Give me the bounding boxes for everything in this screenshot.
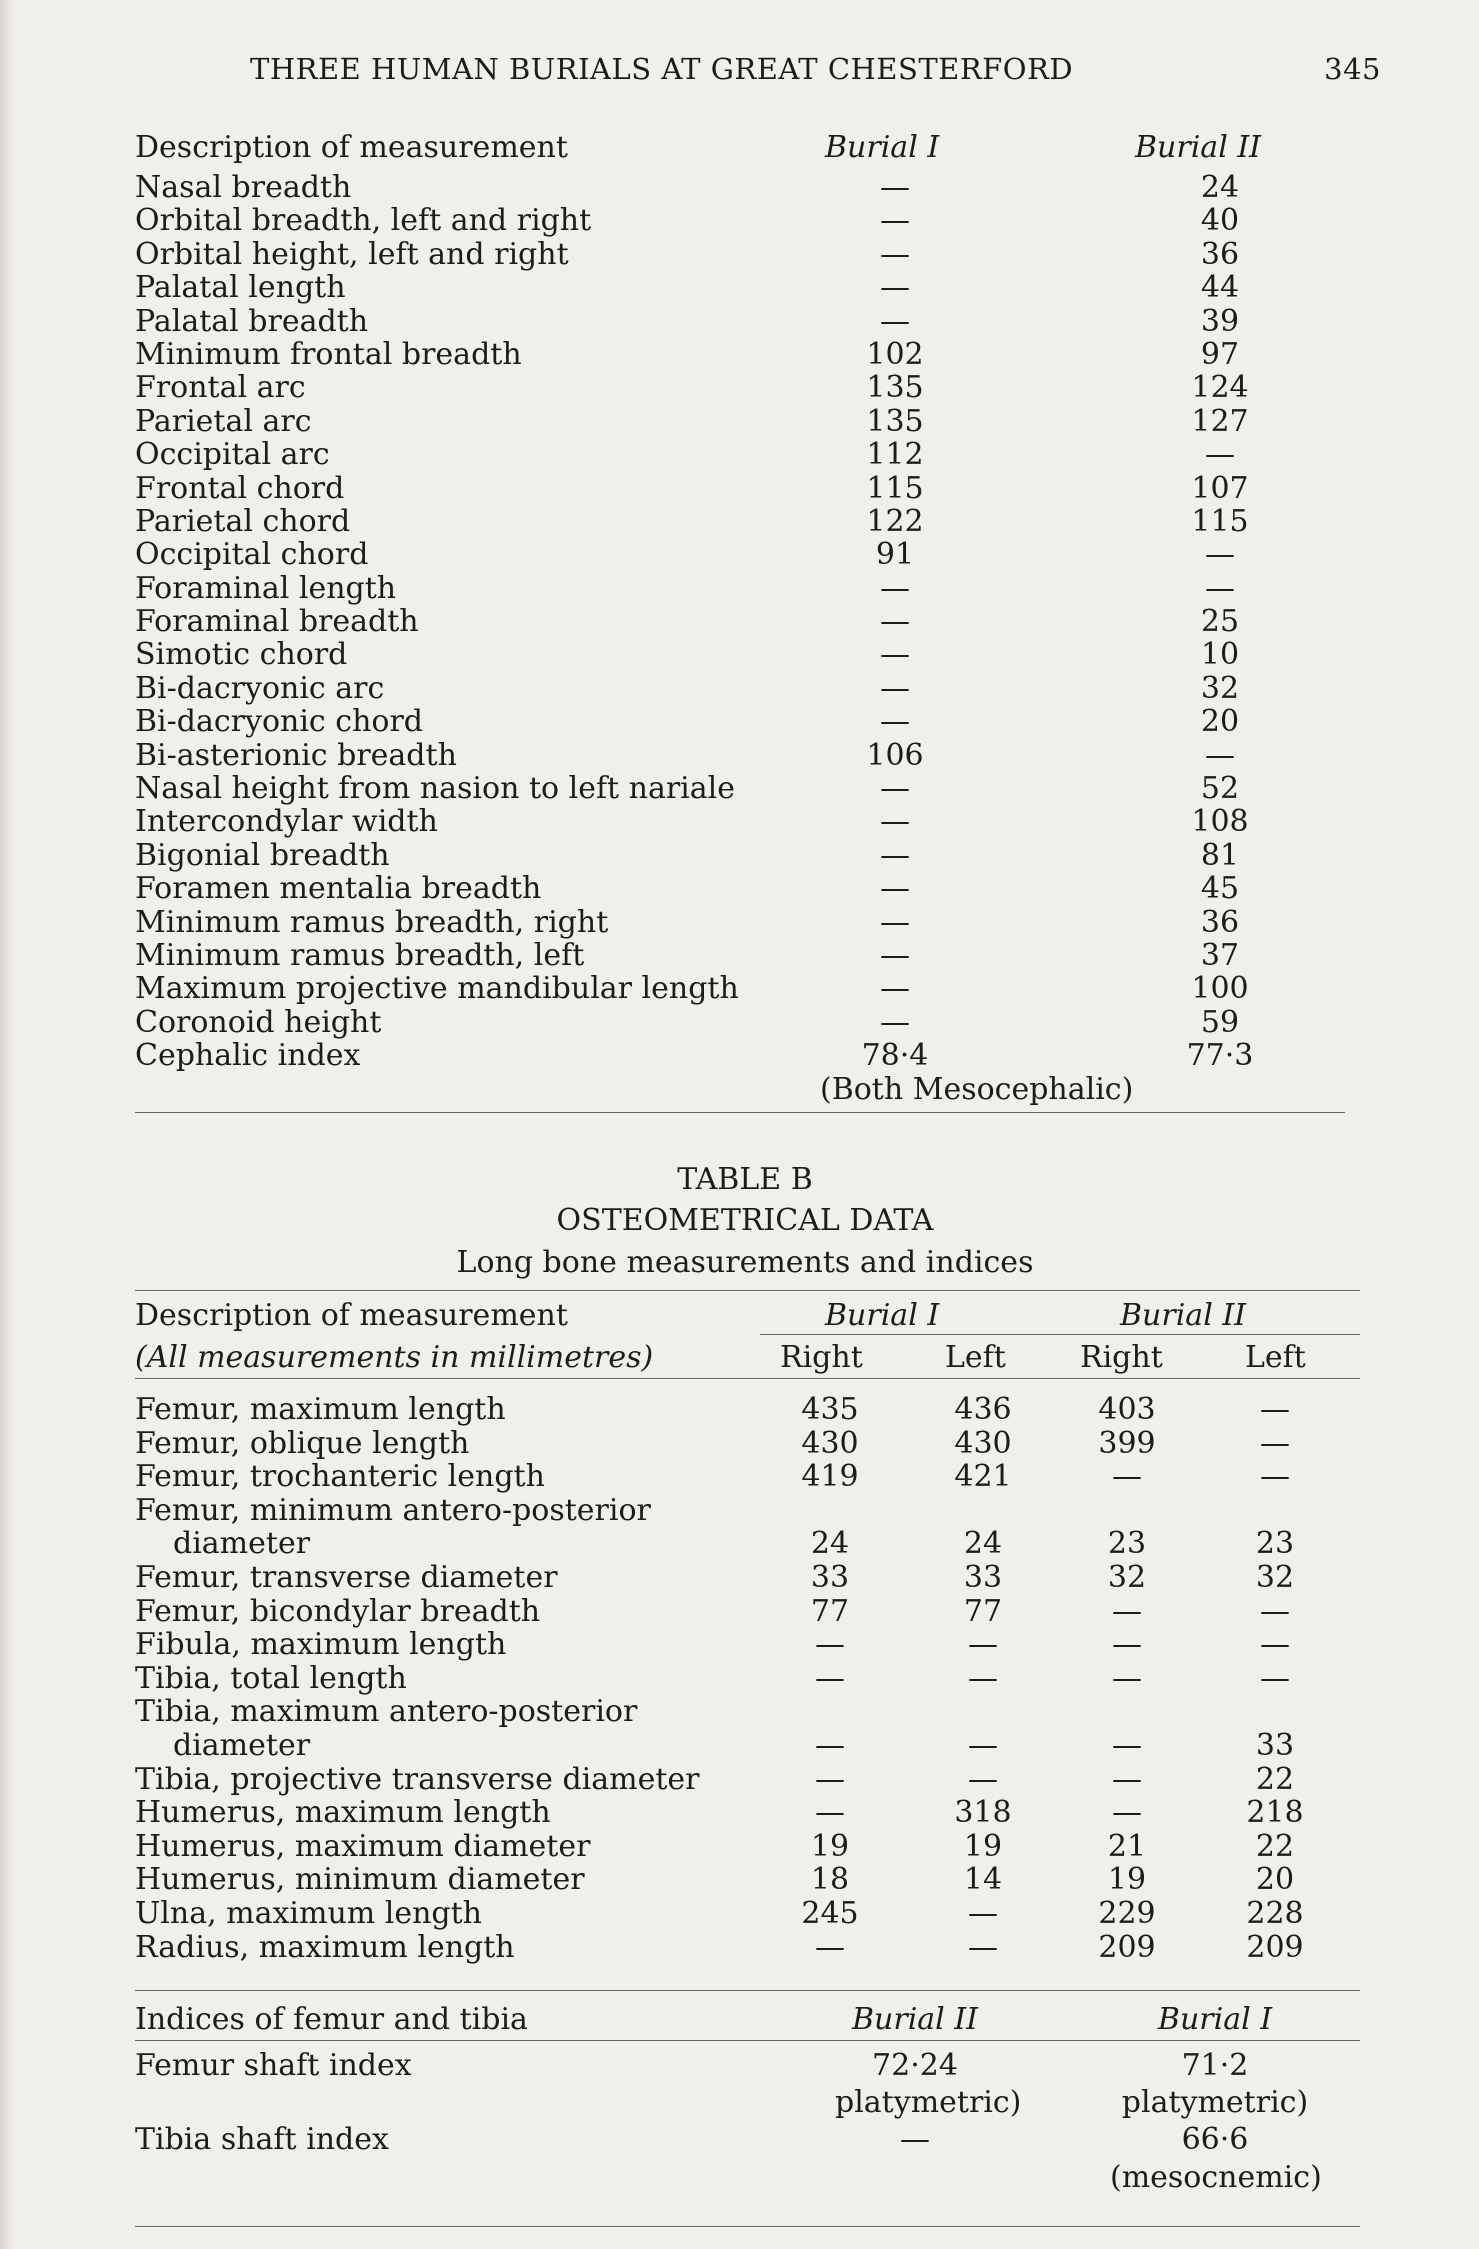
measurement-label: Orbital breadth, left and right bbox=[135, 203, 592, 239]
table-row bbox=[135, 1694, 1365, 1728]
table-row bbox=[135, 1526, 1365, 1560]
burial-2-value: — bbox=[1205, 737, 1235, 773]
table-row bbox=[135, 671, 1295, 704]
burial-2-value: 59 bbox=[1200, 1004, 1240, 1040]
burial-1-value: — bbox=[880, 904, 910, 940]
indices-burial-2: platymetric) bbox=[835, 2085, 1022, 2120]
table-row bbox=[135, 571, 1295, 604]
measurement-label: Intercondylar width bbox=[135, 804, 438, 840]
burial-1-left: 318 bbox=[954, 1795, 1012, 1831]
burial-2-value: 10 bbox=[1200, 637, 1240, 673]
table-b-caption: TABLE B bbox=[677, 1162, 813, 1197]
table-row bbox=[135, 203, 1295, 239]
measurement-label: Humerus, maximum diameter bbox=[135, 1828, 591, 1864]
column-header-burial-2: Burial II bbox=[1120, 1298, 1247, 1333]
burial-2-value: 44 bbox=[1200, 270, 1240, 306]
burial-2-right: — bbox=[1112, 1660, 1142, 1696]
burial-2-value: 37 bbox=[1200, 937, 1240, 973]
burial-2-value: 45 bbox=[1200, 871, 1240, 907]
burial-1-left: 33 bbox=[963, 1559, 1003, 1595]
burial-1-value: — bbox=[880, 604, 910, 640]
burial-1-value: 135 bbox=[866, 370, 924, 406]
measurement-label: Parietal chord bbox=[135, 503, 351, 539]
burial-2-value: 124 bbox=[1191, 370, 1249, 406]
burial-2-value: 25 bbox=[1200, 604, 1240, 640]
table-row bbox=[135, 871, 1295, 907]
table-row bbox=[135, 1459, 1365, 1493]
table-row bbox=[135, 637, 1295, 673]
measurement-label: Simotic chord bbox=[135, 637, 348, 673]
burial-2-value: 32 bbox=[1200, 670, 1240, 706]
table-row bbox=[135, 1493, 1365, 1527]
measurement-label: Nasal breadth bbox=[135, 170, 352, 205]
column-header-burial-2: Burial II bbox=[1135, 130, 1262, 165]
table-row bbox=[135, 1005, 1295, 1038]
measurement-label: Foraminal breadth bbox=[135, 604, 419, 640]
burial-1-value: — bbox=[880, 704, 910, 740]
burial-1-left: 436 bbox=[954, 1392, 1012, 1427]
burial-1-right: 33 bbox=[810, 1559, 850, 1595]
burial-2-value: 115 bbox=[1191, 503, 1249, 539]
divider bbox=[135, 2040, 1360, 2041]
indices-header-burial-2: Burial II bbox=[851, 2002, 979, 2037]
table-row bbox=[135, 905, 1295, 938]
burial-1-value: 112 bbox=[866, 437, 924, 473]
burial-2-right: 23 bbox=[1107, 1526, 1147, 1562]
table-row bbox=[135, 938, 1295, 971]
measurement-label: Bi-dacryonic arc bbox=[135, 670, 385, 706]
measurement-label: Femur, bicondylar breadth bbox=[135, 1593, 541, 1629]
burial-2-left: 218 bbox=[1246, 1795, 1304, 1831]
burial-1-left: 421 bbox=[954, 1459, 1012, 1495]
indices-row bbox=[135, 2048, 1365, 2082]
table-b-subtitle: Long bone measurements and indices bbox=[456, 1245, 1034, 1280]
burial-1-left: 77 bbox=[963, 1593, 1003, 1629]
page-edge bbox=[0, 0, 14, 2249]
measurement-label: Maximum projective mandibular length bbox=[135, 971, 739, 1007]
measurement-label: Femur, transverse diameter bbox=[135, 1559, 558, 1595]
table-row bbox=[135, 1762, 1365, 1796]
measurement-label: Fibula, maximum length bbox=[135, 1627, 507, 1663]
burial-1-value: — bbox=[880, 1004, 910, 1040]
measurement-label: Bi-asterionic breadth bbox=[135, 737, 457, 773]
burial-1-right: 24 bbox=[810, 1526, 850, 1562]
table-row bbox=[135, 1560, 1365, 1594]
burial-1-value: — bbox=[880, 303, 910, 339]
burial-1-right: 19 bbox=[810, 1828, 850, 1864]
measurement-label: Humerus, minimum diameter bbox=[135, 1862, 585, 1898]
burial-2-right: 209 bbox=[1098, 1929, 1156, 1965]
table-row bbox=[135, 1661, 1365, 1695]
burial-2-value: 127 bbox=[1191, 403, 1249, 439]
burial-1-value: — bbox=[880, 203, 910, 239]
burial-2-left: — bbox=[1260, 1593, 1290, 1629]
burial-1-right: 419 bbox=[801, 1459, 859, 1495]
table-row bbox=[135, 1728, 1365, 1762]
burial-1-right: — bbox=[815, 1627, 845, 1663]
table-row bbox=[135, 738, 1295, 771]
burial-1-right: — bbox=[815, 1795, 845, 1831]
burial-2-right: — bbox=[1112, 1627, 1142, 1663]
indices-burial-1: 66·6 bbox=[1181, 2122, 1249, 2157]
burial-1-value: — bbox=[880, 837, 910, 873]
running-header bbox=[250, 52, 1381, 86]
burial-2-left: — bbox=[1260, 1459, 1290, 1495]
burial-2-right: — bbox=[1112, 1459, 1142, 1495]
table-row bbox=[135, 1426, 1365, 1460]
burial-2-value: — bbox=[1205, 437, 1235, 473]
burial-1-right: 245 bbox=[801, 1895, 859, 1931]
burial-2-value: 52 bbox=[1200, 771, 1240, 807]
table-row bbox=[135, 1862, 1365, 1896]
indices-header bbox=[135, 2002, 1365, 2036]
indices-row bbox=[135, 2085, 1365, 2119]
burial-1-left: 430 bbox=[954, 1425, 1012, 1461]
burial-1-left: — bbox=[968, 1660, 998, 1696]
table-row bbox=[135, 270, 1295, 306]
burial-2-value: 77·3 bbox=[1186, 1038, 1254, 1074]
burial-2-left: 209 bbox=[1246, 1929, 1304, 1965]
burial-2-left: 33 bbox=[1255, 1727, 1295, 1763]
column-header-right-2: Right bbox=[1080, 1340, 1163, 1375]
divider bbox=[760, 1334, 1360, 1335]
column-header-left-1: Left bbox=[945, 1340, 1006, 1375]
burial-1-value: — bbox=[880, 637, 910, 673]
burial-1-right: 18 bbox=[810, 1862, 850, 1898]
measurement-label: Femur, trochanteric length bbox=[135, 1459, 545, 1495]
table-row bbox=[135, 1795, 1365, 1829]
measurement-label: Tibia, maximum antero-posterior bbox=[135, 1694, 638, 1730]
burial-1-value: — bbox=[880, 771, 910, 807]
burial-2-right: 403 bbox=[1098, 1392, 1156, 1427]
table-row bbox=[135, 471, 1295, 504]
burial-1-value: 91 bbox=[875, 537, 915, 573]
table-b-header-row-2 bbox=[135, 1340, 1365, 1374]
column-header-burial-1: Burial I bbox=[825, 1298, 940, 1333]
table-row bbox=[135, 704, 1295, 740]
table-row bbox=[135, 971, 1295, 1007]
table-b-title: OSTEOMETRICAL DATA bbox=[556, 1203, 934, 1238]
burial-1-right: — bbox=[815, 1929, 845, 1965]
burial-1-left: — bbox=[968, 1727, 998, 1763]
divider bbox=[135, 1378, 1360, 1379]
measurement-label: Coronoid height bbox=[135, 1004, 382, 1040]
column-header-description: Description of measurement bbox=[135, 130, 568, 165]
table-a-header bbox=[135, 130, 1295, 164]
table-b-body bbox=[135, 1392, 1365, 1963]
table-row bbox=[135, 1627, 1365, 1661]
burial-1-value: — bbox=[880, 170, 910, 205]
burial-2-value: 81 bbox=[1200, 837, 1240, 873]
measurement-label: Femur, minimum antero-posterior bbox=[135, 1492, 651, 1528]
indices-header-description: Indices of femur and tibia bbox=[135, 2002, 528, 2037]
indices-row bbox=[135, 2160, 1365, 2194]
measurement-label: Femur, oblique length bbox=[135, 1425, 470, 1461]
table-row bbox=[135, 437, 1295, 473]
column-header-left-2: Left bbox=[1245, 1340, 1306, 1375]
measurement-label: Humerus, maximum length bbox=[135, 1795, 551, 1831]
measurement-label: Femur, maximum length bbox=[135, 1392, 506, 1427]
burial-1-right: 77 bbox=[810, 1593, 850, 1629]
indices-burial-1: platymetric) bbox=[1121, 2085, 1309, 2120]
burial-2-right: 32 bbox=[1107, 1559, 1147, 1595]
indices-label: Tibia shaft index bbox=[135, 2122, 389, 2157]
table-row bbox=[135, 404, 1295, 437]
burial-2-left: — bbox=[1260, 1392, 1290, 1427]
burial-1-left: — bbox=[968, 1895, 998, 1931]
table-row bbox=[135, 170, 1295, 203]
table-row bbox=[135, 1896, 1365, 1930]
table-row bbox=[135, 771, 1295, 807]
measurement-label: Nasal height from nasion to left nariale bbox=[135, 771, 736, 807]
burial-1-left: 24 bbox=[963, 1526, 1003, 1562]
burial-2-value: 20 bbox=[1200, 704, 1240, 740]
burial-2-right: — bbox=[1112, 1795, 1142, 1831]
column-header-description: Description of measurement bbox=[135, 1298, 568, 1333]
burial-1-right: 435 bbox=[801, 1392, 859, 1427]
burial-2-value: 24 bbox=[1200, 170, 1240, 205]
measurement-label: Radius, maximum length bbox=[135, 1929, 515, 1965]
table-a-note: (Both Mesocephalic) bbox=[820, 1072, 1134, 1107]
table-row bbox=[135, 604, 1295, 640]
measurement-label: diameter bbox=[173, 1727, 311, 1763]
measurement-label: diameter bbox=[173, 1526, 311, 1562]
burial-2-value: 36 bbox=[1200, 904, 1240, 940]
divider bbox=[135, 1990, 1360, 1991]
measurement-label: Minimum frontal breadth bbox=[135, 336, 522, 372]
burial-2-left: 22 bbox=[1255, 1828, 1295, 1864]
burial-2-value: 100 bbox=[1191, 971, 1249, 1007]
burial-2-left: 32 bbox=[1255, 1559, 1295, 1595]
burial-2-value: 97 bbox=[1200, 336, 1240, 372]
measurement-label: Orbital height, left and right bbox=[135, 236, 569, 272]
measurement-label: Tibia, total length bbox=[135, 1660, 407, 1696]
table-row bbox=[135, 370, 1295, 406]
burial-2-left: — bbox=[1260, 1425, 1290, 1461]
burial-1-right: — bbox=[815, 1660, 845, 1696]
burial-1-right: 430 bbox=[801, 1425, 859, 1461]
indices-burial-2: — bbox=[900, 2122, 930, 2157]
burial-1-left: — bbox=[968, 1929, 998, 1965]
burial-2-value: — bbox=[1205, 537, 1235, 573]
burial-1-left: 19 bbox=[963, 1828, 1003, 1864]
burial-2-right: — bbox=[1112, 1593, 1142, 1629]
burial-1-value: 135 bbox=[866, 403, 924, 439]
indices-row bbox=[135, 2122, 1365, 2156]
table-row bbox=[135, 537, 1295, 573]
divider bbox=[135, 1290, 1360, 1291]
burial-1-value: 122 bbox=[866, 503, 924, 539]
measurement-label: Occipital arc bbox=[135, 437, 330, 473]
measurement-label: Occipital chord bbox=[135, 537, 369, 573]
running-title: THREE HUMAN BURIALS AT GREAT CHESTERFORD bbox=[250, 52, 1074, 86]
burial-1-value: — bbox=[880, 871, 910, 907]
measurement-label: Tibia, projective transverse diameter bbox=[135, 1761, 700, 1797]
measurement-label: Foraminal length bbox=[135, 570, 397, 606]
burial-2-left: — bbox=[1260, 1660, 1290, 1696]
burial-2-right: 21 bbox=[1107, 1828, 1147, 1864]
measurement-label: Frontal arc bbox=[135, 370, 306, 406]
measurement-label: Frontal chord bbox=[135, 470, 345, 506]
divider bbox=[135, 2226, 1360, 2227]
table-row bbox=[135, 304, 1295, 337]
burial-1-value: — bbox=[880, 570, 910, 606]
burial-2-right: 399 bbox=[1098, 1425, 1156, 1461]
measurement-label: Palatal length bbox=[135, 270, 346, 306]
table-row bbox=[135, 804, 1295, 840]
indices-burial-2: 72·24 bbox=[872, 2048, 958, 2083]
table-row bbox=[135, 1829, 1365, 1863]
table-row bbox=[135, 237, 1295, 270]
measurement-label: Ulna, maximum length bbox=[135, 1895, 483, 1931]
measurement-label: Minimum ramus breadth, left bbox=[135, 937, 585, 973]
burial-2-left: — bbox=[1260, 1627, 1290, 1663]
measurement-label: Foramen mentalia breadth bbox=[135, 871, 542, 907]
measurement-label: Palatal breadth bbox=[135, 303, 369, 339]
measurement-label: Cephalic index bbox=[135, 1038, 361, 1074]
burial-1-value: — bbox=[880, 236, 910, 272]
burial-1-value: — bbox=[880, 937, 910, 973]
burial-2-left: 23 bbox=[1255, 1526, 1295, 1562]
burial-2-value: 36 bbox=[1200, 236, 1240, 272]
measurement-label: Bi-dacryonic chord bbox=[135, 704, 424, 740]
table-row bbox=[135, 504, 1295, 537]
measurement-label: Bigonial breadth bbox=[135, 837, 390, 873]
table-row bbox=[135, 337, 1295, 370]
table-b-header-row-1 bbox=[135, 1298, 1365, 1332]
burial-1-value: 106 bbox=[866, 737, 924, 773]
indices-header-burial-1: Burial I bbox=[1157, 2002, 1273, 2037]
column-header-burial-1: Burial I bbox=[825, 130, 940, 165]
burial-1-left: 14 bbox=[963, 1862, 1003, 1898]
burial-1-value: 78·4 bbox=[861, 1038, 929, 1074]
measurement-label: Parietal arc bbox=[135, 403, 312, 439]
burial-1-left: — bbox=[968, 1761, 998, 1797]
burial-1-value: — bbox=[880, 804, 910, 840]
burial-2-value: 108 bbox=[1191, 804, 1249, 840]
divider bbox=[135, 1112, 1345, 1113]
burial-2-right: — bbox=[1112, 1761, 1142, 1797]
measurement-label: Minimum ramus breadth, right bbox=[135, 904, 609, 940]
burial-1-value: 102 bbox=[866, 336, 924, 372]
column-header-right-1: Right bbox=[780, 1340, 863, 1375]
table-row bbox=[135, 1594, 1365, 1628]
burial-1-right: — bbox=[815, 1727, 845, 1763]
table-row bbox=[135, 1930, 1365, 1964]
table-row bbox=[135, 838, 1295, 871]
burial-2-value: 107 bbox=[1191, 470, 1249, 506]
burial-2-right: — bbox=[1112, 1727, 1142, 1763]
burial-2-left: 20 bbox=[1255, 1862, 1295, 1898]
indices-burial-1: 71·2 bbox=[1181, 2048, 1249, 2083]
burial-2-right: 19 bbox=[1107, 1862, 1147, 1898]
table-a-body bbox=[135, 170, 1295, 1072]
burial-1-right: — bbox=[815, 1761, 845, 1797]
burial-1-left: — bbox=[968, 1627, 998, 1663]
burial-2-right: 229 bbox=[1098, 1895, 1156, 1931]
burial-1-value: — bbox=[880, 270, 910, 306]
burial-1-value: 115 bbox=[866, 470, 924, 506]
burial-2-value: 40 bbox=[1200, 203, 1240, 239]
burial-1-value: — bbox=[880, 670, 910, 706]
burial-1-value: — bbox=[880, 971, 910, 1007]
indices-label: Femur shaft index bbox=[135, 2048, 412, 2083]
table-row bbox=[135, 1038, 1295, 1074]
burial-2-left: 228 bbox=[1246, 1895, 1304, 1931]
units-note: (All measurements in millimetres) bbox=[135, 1340, 654, 1375]
burial-2-value: 39 bbox=[1200, 303, 1240, 339]
page-number: 345 bbox=[1324, 52, 1381, 86]
table-row bbox=[135, 1392, 1365, 1426]
indices-burial-1: (mesocnemic) bbox=[1110, 2160, 1322, 2195]
burial-2-value: — bbox=[1205, 570, 1235, 606]
burial-2-left: 22 bbox=[1255, 1761, 1295, 1797]
